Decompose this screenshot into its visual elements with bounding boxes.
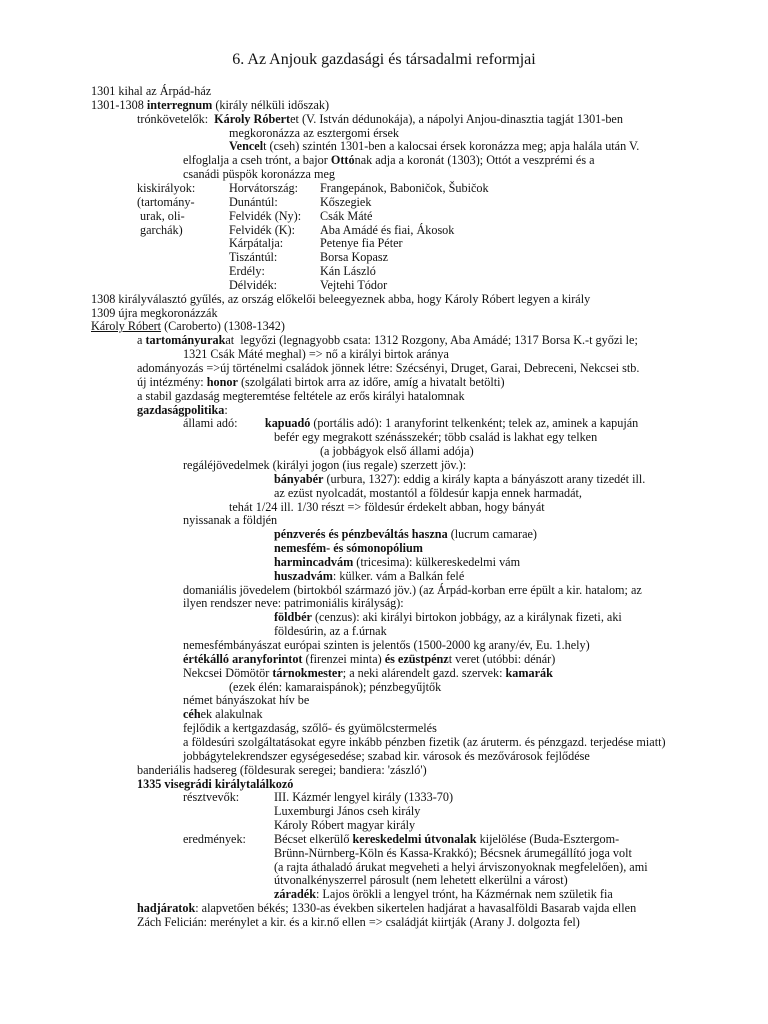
text-line (274, 887, 613, 901)
bold-text: honor (206, 374, 238, 389)
text-run: Tiszántúl: (229, 250, 278, 265)
bold-text: nemesfém- és sómonopólium (274, 541, 423, 556)
text-run: Felvidék (Ny): (229, 208, 302, 223)
text-run: : (224, 402, 228, 417)
text-line: ilyen rendszer neve: patrimoniális királyság): (183, 596, 404, 611)
text-line: Károly Róbert magyar király (274, 818, 416, 833)
text-line (91, 98, 329, 112)
bold-text: harmincadvám (274, 554, 354, 569)
text-line: 1321 Csák Máté meghal) => nő a királyi birtok aránya (183, 347, 449, 362)
text-line: a földesúri szolgáltatásokat egyre inkább pénzben fizetik (az áruterm. és pénzgazd. terjedése miatt) (183, 734, 666, 749)
bold-text: pénzverés és pénzbeváltás haszna (274, 527, 448, 542)
text-line (274, 569, 464, 583)
text-line (183, 666, 553, 680)
bold-text: kereskedelmi útvonalak (352, 831, 477, 846)
bold-text: interregnum (146, 97, 213, 112)
text-run: (cenzus): aki királyi birtokon jobbágy, az a királynak fizeti, aki (311, 610, 622, 625)
bold-text: értékálló aranyforintot (183, 651, 303, 666)
bold-text: kapuadó (264, 416, 311, 431)
text-run: nak adja a koronát (1303); Ottót a veszprémi és a (354, 153, 595, 168)
page-title: 6. Az Anjouk gazdasági és társadalmi reformjai (232, 51, 536, 68)
text-line: német bányászokat hív be (183, 693, 310, 708)
bold-text: tartományurak (145, 333, 226, 348)
text-run: a (137, 333, 146, 348)
text-line: nemesfémbányászat európai szinten is jelentős (1500-2000 kg arany/év, Eu. 1.hely) (183, 638, 590, 652)
text-line: befér egy megrakott szénásszekér; több család is lakhat egy telken (274, 430, 598, 445)
text-run: ek alakulnak (200, 707, 263, 722)
text-run: Dunántúl: (229, 194, 278, 209)
text-line: fejlődik a kertgazdaság, szőlő- és gyümölcstermelés (183, 721, 437, 736)
text-run: urak, oli- (137, 208, 185, 223)
text-line: banderiális hadsereg (földesurak seregei; bandiera: 'zászló') (137, 762, 427, 777)
text-run: : alapvetően békés; 1330-as években sikertelen hadjárat a havasalföldi Basarab vajda ellen (195, 901, 637, 916)
text-run: Petenye fia Péter (320, 236, 403, 251)
text-run: 1301-1308 (91, 97, 147, 112)
text-line: a stabil gazdaság megteremtése feltétele az erős királyi hatalomnak (137, 388, 465, 403)
text-run: Kárpátalja: (229, 236, 284, 251)
text-line: útvonalkényszerrel párosult (nem lehetett elkerülni a várost) (274, 873, 568, 888)
text-line: tehát 1/24 ill. 1/30 részt => földesúr érdekelt abban, hogy bányát (229, 499, 545, 514)
bold-text: kamarák (505, 665, 553, 680)
text-run: : külker. vám a Balkán felé (332, 568, 465, 583)
bold-text: bányabér (274, 471, 324, 486)
text-line (183, 707, 263, 721)
text-line: Brünn-Nürnberg-Köln és Kassa-Krakkó); Bécsnek árumegállító joga volt (274, 845, 632, 860)
bold-text: záradék (274, 887, 316, 902)
text-run: Aba Amádé és fiai, Ákosok (320, 222, 455, 237)
text-run: III. Kázmér lengyel király (1333-70) (274, 790, 454, 805)
text-line: 1308 királyválasztó gyűlés, az ország előkelői beleegyeznek abba, hogy Károly Róbert legyen a király (91, 291, 591, 306)
text-line: (a jobbágyok első állami adója) (320, 444, 474, 459)
text-run: elfoglalja a cseh trónt, a bajor (183, 153, 331, 168)
underlined-text: Károly Róbert (91, 319, 162, 334)
text-line: földesúrin, az a f.úrnak (274, 624, 387, 639)
text-line: jobbágytelekrendszer egységesedése; szabad kir. városok és mezővárosok fejlődése (183, 748, 590, 763)
bold-text: Ottó (330, 153, 355, 168)
text-run: (Caroberto) (1308-1342) (161, 319, 285, 334)
text-line (274, 472, 645, 486)
text-run: Csák Máté (320, 208, 373, 223)
text-run: t veret (utóbbi: dénár) (448, 651, 556, 666)
text-run: (lucrum camarae) (447, 527, 537, 542)
text-run: (tartomány- (137, 194, 195, 209)
text-line (137, 403, 228, 417)
bold-text: földbér (274, 610, 312, 625)
text-run: : Lajos örökli a lengyel trónt, ha Kázmérnak nem születik fia (315, 887, 613, 902)
text-run: (urbura, 1327): eddig a király kapta a bányászott arany tizedét ill. (323, 471, 646, 486)
text-line (91, 319, 285, 333)
text-line: regáléjövedelmek (királyi jogon (ius regale) szerzett jöv.): (183, 457, 467, 472)
text-run: Borsa Kopasz (320, 250, 389, 265)
text-run: Bécset elkerülő (274, 831, 353, 846)
text-run (274, 832, 619, 846)
text-run: t (cseh) szintén 1301-ben a kalocsai érsek koronázza meg; apja halála után V. (263, 139, 640, 154)
bold-text: tárnokmester (272, 665, 343, 680)
text-line (183, 416, 638, 430)
text-run: trónkövetelők: (137, 111, 215, 126)
text-line (274, 610, 622, 624)
text-line: megkoronázza az esztergomi érsek (229, 125, 399, 140)
text-run: (tricesima): külkereskedelmi vám (353, 554, 521, 569)
bold-text: huszadvám (274, 568, 333, 583)
text-run: (firenzei minta) (302, 651, 385, 666)
text-line: Luxemburgi János cseh király (274, 804, 421, 819)
text-run: Erdély: (229, 264, 265, 279)
text-line: az ezüst nyolcadát, mostantól a földesúr kapja ennek harmadát, (274, 485, 582, 500)
text-line (183, 652, 555, 666)
text-line: csanádi püspök koronázza meg (183, 167, 335, 182)
text-run: új intézmény: (137, 374, 207, 389)
bold-text: hadjáratok (137, 901, 196, 916)
text-line: 1301 kihal az Árpád-ház (91, 84, 212, 98)
text-run: et (V. István dédunokája), a nápolyi Anjou-dinasztia tagját 1301-ben (290, 111, 623, 126)
text-run: ; a neki alárendelt gazd. szervek: (342, 665, 506, 680)
text-line (137, 112, 623, 126)
text-line: 1309 újra megkoronázzák (91, 305, 218, 320)
text-line (137, 375, 505, 389)
text-line: (ezek élén: kamaraispánok); pénzbegyűjtők (229, 679, 442, 694)
text-run: állami adó: (183, 416, 265, 431)
text-run: résztvevők: (183, 790, 240, 805)
text-run: (portális adó): 1 aranyforint telkenként; telek az, aminek a kapuján (310, 416, 639, 431)
text-line (274, 541, 423, 555)
text-run: Frangepánok, Baboničok, Šubičok (320, 180, 489, 195)
text-line (274, 527, 537, 541)
text-line (274, 555, 520, 569)
text-line (137, 901, 636, 915)
text-run: (király nélküli időszak) (212, 97, 330, 112)
text-run: garchák) (137, 222, 183, 237)
text-run: Felvidék (K): (229, 222, 296, 237)
text-run: Délvidék: (229, 277, 278, 292)
text-line: domaniális jövedelem (birtokból származó jöv.) (az Árpád-korban erre épült a kir. hatalom; az (183, 582, 642, 597)
bold-text: Károly Róbert (214, 111, 291, 126)
text-run: Horvátország: (229, 180, 299, 195)
text-line (137, 777, 293, 791)
text-run: eredmények: (183, 831, 246, 846)
text-line: nyissanak a földjén (183, 513, 278, 528)
text-run: at legyőzi (legnagyobb csata: 1312 Rozgony, Aba Amádé; 1317 Borsa K.-t győzi le; (225, 333, 638, 348)
bold-text: 1335 visegrádi királytalálkozó (137, 776, 294, 791)
text-run: (szolgálati birtok arra az időre, amíg a hivatalt betölti) (237, 374, 505, 389)
text-line: (a rajta áthaladó árukat megveheti a helyi árviszonyoknak megfelelően), ami (274, 859, 648, 874)
bold-text: céh (183, 707, 201, 722)
bold-text: Vencel (229, 139, 264, 154)
text-line (137, 333, 638, 347)
text-line: adományozás =>új történelmi családok jönnek létre: Szécsényi, Druget, Garai, Debreceni, Nekcsei stb. (137, 361, 640, 375)
text-run: Kőszegiek (320, 194, 372, 209)
text-run: Kán László (320, 264, 376, 279)
text-line: Zách Felicián: merénylet a kir. és a kir.nő ellen => családját kiirtják (Arany J. dolgozta fel) (137, 915, 580, 929)
text-line (183, 153, 595, 167)
bold-text: gazdaságpolitika (137, 402, 225, 417)
text-line (229, 139, 639, 153)
text-run: Nekcsei Dömötör (183, 665, 273, 680)
text-run: Vejtehi Tódor (320, 277, 388, 292)
text-run: kiskirályok: (137, 180, 196, 195)
text-run: kijelölése (Buda-Esztergom- (476, 831, 620, 846)
bold-text: és ezüstpénz (384, 651, 449, 666)
